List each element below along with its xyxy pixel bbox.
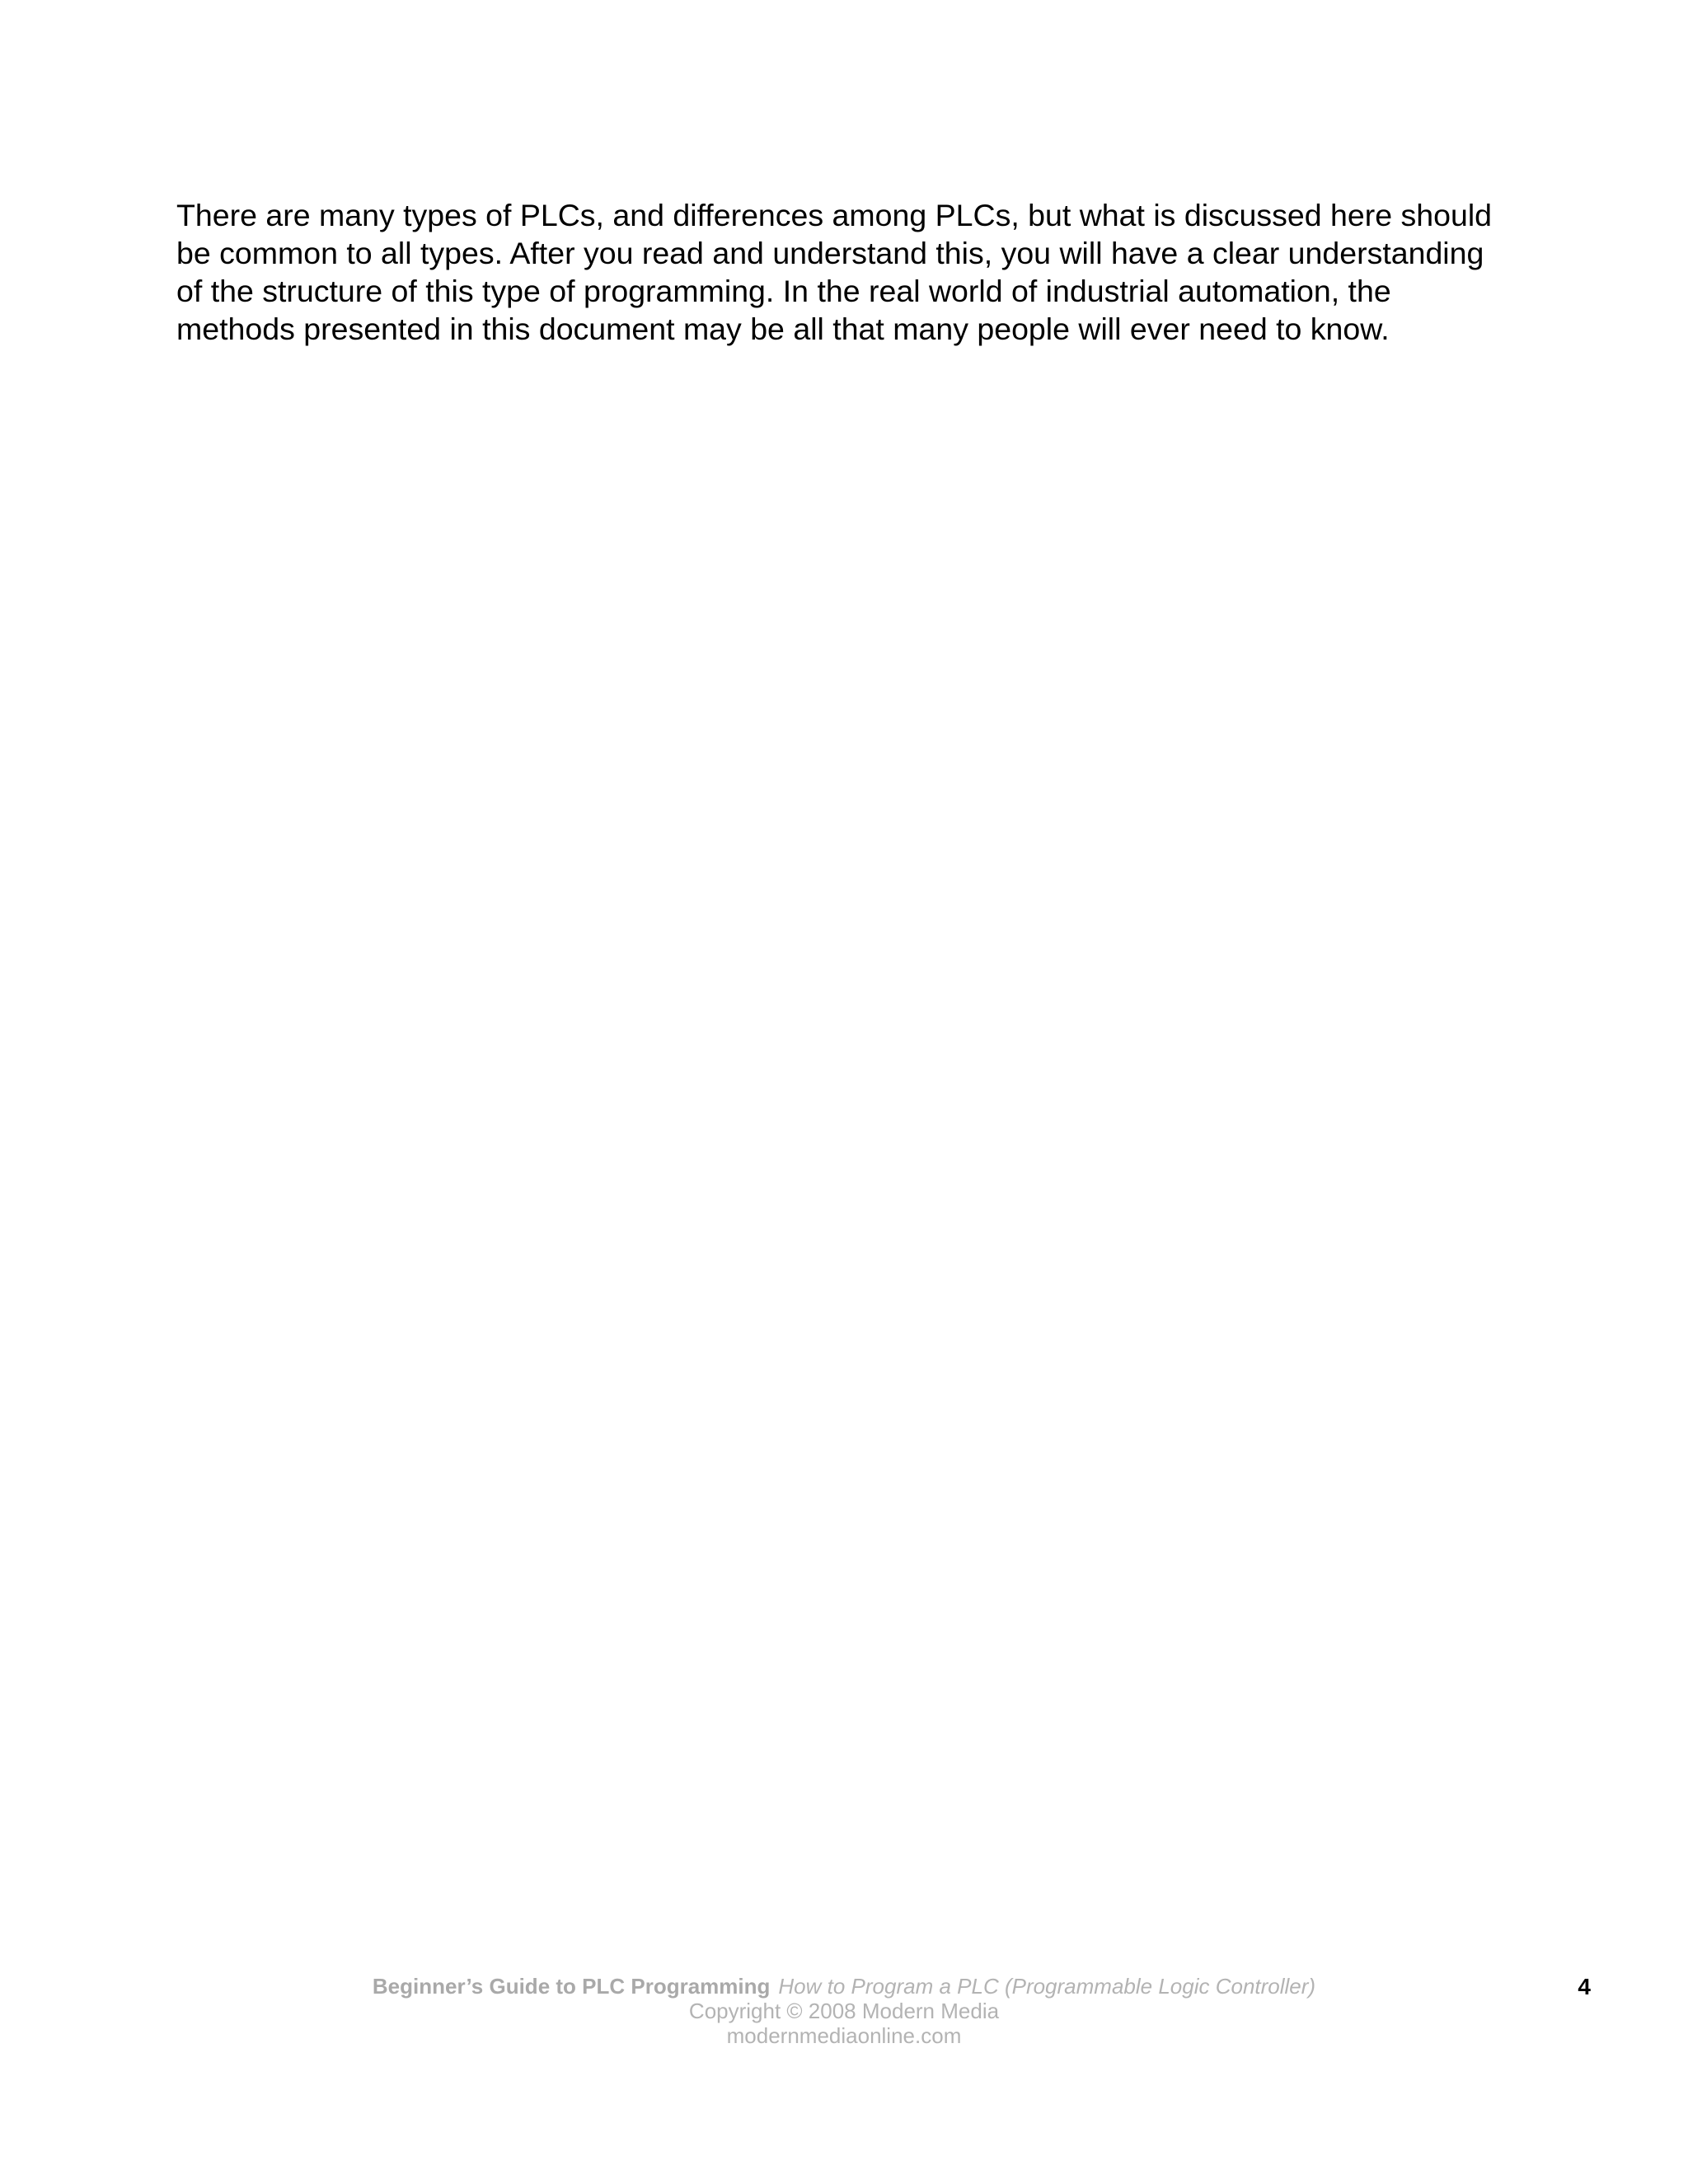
paragraph-line: be common to all types. After you read and understand this, you will have a clear understanding — [176, 236, 1484, 270]
footer-title-row — [0, 1974, 1688, 1999]
footer-book-title: Beginner’s Guide to PLC Programming — [372, 1974, 771, 1999]
footer-copyright: Copyright © 2008 Modern Media — [688, 1999, 1000, 2023]
page-number: 4 — [1578, 1974, 1591, 1999]
body-paragraph — [176, 196, 1578, 348]
footer-book-subtitle: How to Program a PLC (Programmable Logic Controller) — [778, 1974, 1316, 1999]
page-footer — [0, 1974, 1688, 2073]
paragraph-line: of the structure of this type of programming. In the real world of industrial automation, the — [176, 274, 1391, 308]
footer-website: modernmediaonline.com — [726, 2023, 962, 2048]
paragraph-line: There are many types of PLCs, and differences among PLCs, but what is discussed here should — [176, 198, 1493, 232]
paragraph-line: methods presented in this document may be all that many people will ever need to know. — [176, 312, 1390, 346]
